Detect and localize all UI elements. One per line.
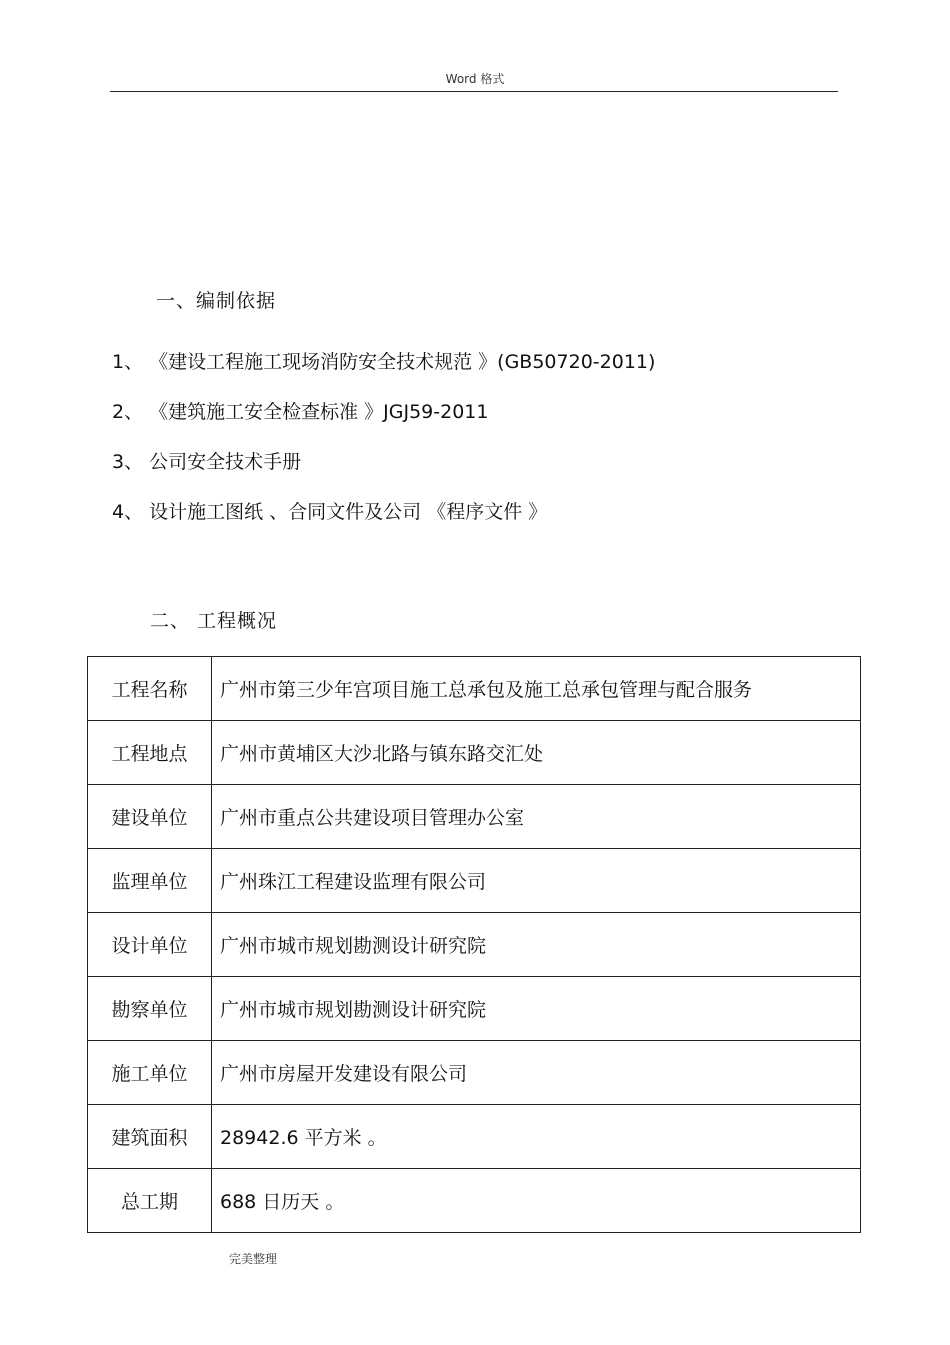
basis-item: 2、 《建筑施工安全检查标准 》JGJ59-2011 [112,401,489,423]
row-label: 监理单位 [88,849,212,913]
row-value: 广州市房屋开发建设有限公司 [212,1041,861,1105]
basis-item: 1、 《建设工程施工现场消防安全技术规范 》(GB50720-2011) [112,351,656,373]
project-overview-table [87,656,861,1233]
row-label: 建筑面积 [88,1105,212,1169]
row-value: 28942.6 平方米 。 [212,1105,861,1169]
row-label: 设计单位 [88,913,212,977]
row-value: 广州市重点公共建设项目管理办公室 [212,785,861,849]
row-label: 建设单位 [88,785,212,849]
basis-list [112,348,655,548]
row-label: 施工单位 [88,1041,212,1105]
page-footer: 完美整理 [229,1252,278,1266]
table-row [88,785,861,849]
table-row [88,977,861,1041]
row-label: 总工期 [88,1169,212,1233]
section-heading-overview: 二、 工程概况 [150,610,278,632]
table-row [88,1105,861,1169]
row-value: 688 日历天 。 [212,1169,861,1233]
table-row [88,1169,861,1233]
section-heading-basis: 一、编制依据 [156,290,277,312]
basis-item: 4、 设计施工图纸 、合同文件及公司 《程序文件 》 [112,501,548,523]
row-value: 广州市黄埔区大沙北路与镇东路交汇处 [212,721,861,785]
table-row [88,1041,861,1105]
row-label: 工程名称 [88,657,212,721]
row-value: 广州珠江工程建设监理有限公司 [212,849,861,913]
basis-item: 3、 公司安全技术手册 [112,451,302,473]
table-row [88,913,861,977]
row-value: 广州市城市规划勘测设计研究院 [212,977,861,1041]
row-label: 工程地点 [88,721,212,785]
row-value: 广州市城市规划勘测设计研究院 [212,913,861,977]
row-label: 勘察单位 [88,977,212,1041]
page-header: Word 格式 [445,72,505,86]
table-row [88,657,861,721]
row-value: 广州市第三少年宫项目施工总承包及施工总承包管理与配合服务 [212,657,861,721]
table-row [88,849,861,913]
table-row [88,721,861,785]
header-divider [110,91,838,92]
